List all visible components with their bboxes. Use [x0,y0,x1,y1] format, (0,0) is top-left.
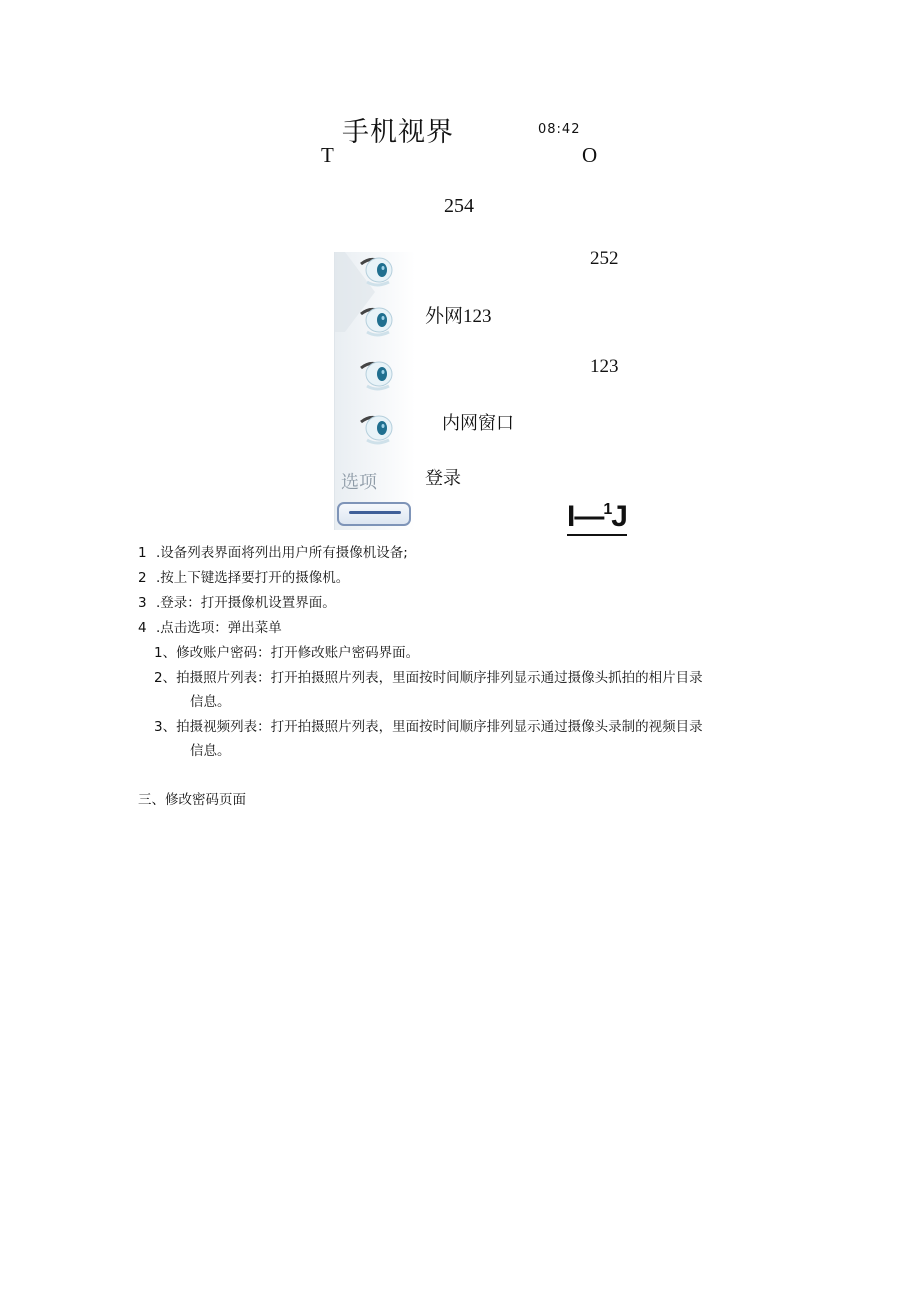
camera-icon[interactable] [357,252,397,292]
menu-item-continuation: 信息。 [190,743,231,759]
right-status-glyph: O [582,143,598,167]
menu-item-text: 3、拍摄视频列表：打开拍摄照片列表，里面按时间顺序排列显示通过摄像头录制的视频目录 [154,719,703,735]
instruction-text: .设备列表界面将列出用户所有摄像机设备; [156,545,408,561]
webcam-icon [357,252,397,292]
device-count-label: 254 [444,195,474,217]
left-status-glyph: T [321,143,334,167]
instruction-number: 3 [138,595,147,611]
instruction-text: .按上下键选择要打开的摄像机。 [156,570,350,586]
instruction-item [138,541,408,561]
instruction-item [138,591,336,611]
instruction-text: .登录：打开摄像机设置界面。 [156,595,336,611]
app-title: 手机视界 [342,117,454,148]
menu-item-continuation: 信息。 [190,694,231,710]
instruction-number: 1 [138,545,147,561]
menu-item-text: 2、拍摄照片列表：打开拍摄照片列表，里面按时间顺序排列显示通过摄像头抓拍的相片目录 [154,670,703,686]
camera-icon[interactable] [357,302,397,342]
camera-icon[interactable] [357,356,397,396]
device-item-label[interactable]: 123 [590,356,619,377]
camera-icon[interactable] [357,410,397,450]
clock-time: 08:42 [538,122,581,137]
options-softkey-label[interactable]: 选项 [341,472,377,493]
softkey-bar [349,511,401,514]
softkey-glyph [567,493,627,536]
webcam-icon [357,302,397,342]
webcam-icon [357,356,397,396]
device-item-label[interactable]: 内网窗口 [442,413,514,434]
instruction-number: 2 [138,570,147,586]
menu-item-text: 1、修改账户密码：打开修改账户密码界面。 [154,645,420,661]
options-softkey-button[interactable] [337,502,411,526]
instruction-number: 4 [138,620,147,636]
instruction-text: .点击选项：弹出菜单 [156,620,282,636]
instruction-item [138,566,349,586]
login-softkey-label[interactable]: 登录 [425,468,461,489]
instruction-item [138,616,282,636]
softkey-glyph-text: I— [567,500,604,533]
device-item-label[interactable]: 252 [590,248,619,269]
device-icon-strip [334,252,415,530]
softkey-glyph-tail: J [611,500,627,533]
webcam-icon [357,410,397,450]
device-item-label[interactable]: 外网123 [425,306,492,327]
section-heading: 三、修改密码页面 [138,792,246,808]
softkey-glyph-sup: 1 [603,501,612,518]
